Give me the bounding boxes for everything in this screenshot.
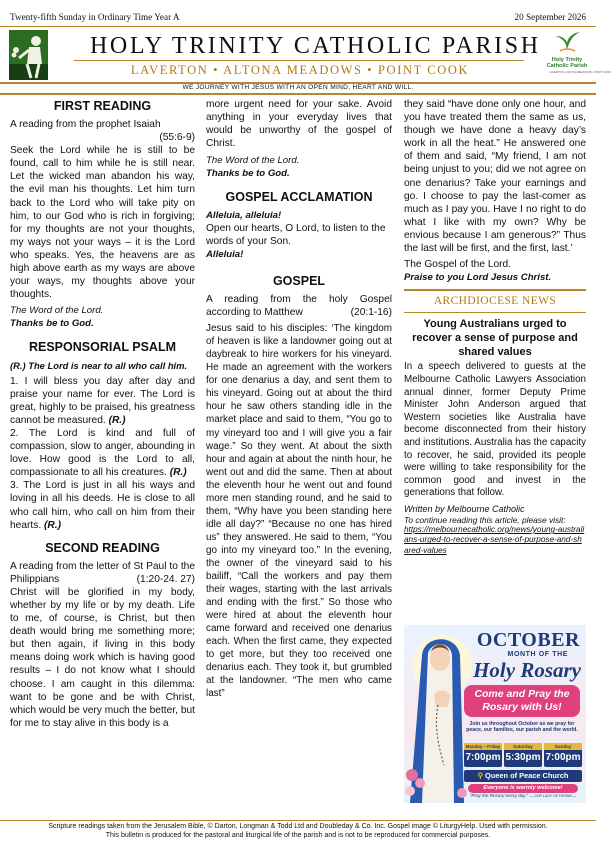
first-reading-heading: FIRST READING (53, 99, 152, 113)
poster-banner-line-2: Rosary with Us! (482, 701, 562, 713)
psalm-response: (R.) The Lord is near to all who call him. (10, 359, 188, 371)
location-pin-icon: ⚲ (477, 771, 483, 780)
poster-time-weekday: Monday – Friday 7:00pm (464, 743, 502, 767)
footer-rule (0, 820, 596, 821)
poster-sub: MONTH OF THE (507, 651, 568, 658)
title-rule (74, 60, 524, 61)
tree-logo-icon (552, 30, 582, 52)
gospel-text-1: Jesus said to his disciples: ‘The kingdom of heaven is like a landowner going out at daybreak to hire workers for his vineyard. He made an agreement with the workers for one denarius a day, and sent them to his vineyard. Going out at about the third hour he saw others standing idle in the market place and said to them, “You go to my vineyard too and I will give you a fair wage.” So they went. At about the sixth hour and again at about the ninth hour, he went out and did the same. Then at about the eleventh hour he went out and found more men standing round, and he said to them, “Why have you been standing here idle all day?” “Because no one has hired us” they answered. He said to them, “You go into my vineyard too.” In the evening, the owner of the vineyard said to his bailiff, “Call the workers and pay them their wages, starting with the last arrivals and ending with the first.” So those who were hired at about the eleventh hour came forward and received one denarius each. When the first came, they expected to get more, but they too received one denarius each. They took it, but grumbled at the landowner. “The men who came last” (206, 323, 392, 700)
gospel-response: Praise to you Lord Jesus Christ. (404, 272, 552, 284)
news-cta: To continue reading this article, please visit: (404, 514, 566, 525)
second-reading-heading: SECOND READING (45, 540, 160, 555)
first-reading-intro: A reading from the prophet Isaiah (10, 119, 161, 130)
tagline: WE JOURNEY WITH JESUS WITH AN OPEN MIND, HEART AND WILL. (182, 84, 414, 91)
poster-invite: Join us throughout October as we pray for peace, our families, our parish and the world. (466, 721, 578, 734)
second-reading-ref: (1:20-24. 27) (136, 573, 195, 585)
column-2 (206, 98, 392, 700)
gospel-text-2: they said “have done only one hour, and you have treated them the same as us, though we have done a heavy day’s work in all the heat.” He answered one of them and said, “My friend, I am not being unjust to you; did we not agree on one denarius? Take your earnings and go. I choose to pay the last-comer as much as I pay you. Have I no right to do what I like with my own? Why be envious because I am generous?” Thus the last will be first, and the first, last.’ (404, 99, 586, 255)
news-rule-top (404, 289, 586, 291)
footer-line-2: This bulletin is produced for the pastoral and liturgical life of the parish and is not to be reproduced for commercial purposes. (105, 832, 491, 839)
news-rule-bottom (404, 312, 586, 314)
top-rule (0, 26, 596, 27)
acclamation-text: Open our hearts, O Lord, to listen to the words of your Son. (206, 222, 386, 247)
acclamation-alleluia-2: Alleluia! (206, 248, 244, 260)
psalm-verse-3: 3. The Lord is just in all his ways and loving in all his deeds. He is close to all who call him, who call on him from their hearts. (R.) (10, 480, 195, 531)
tagline-rule-bottom (0, 93, 596, 95)
acclamation-alleluia: Alleluia, alleluia! (206, 209, 282, 221)
gospel-intro: A reading from the holy Gospel according to Matthew (20:1-16) (206, 293, 392, 319)
bulletin-date: 20 September 2026 (514, 12, 586, 22)
poster-welcome: Everyone is warmly welcome! (468, 784, 578, 793)
news-section-heading: ARCHDIOCESE NEWS (433, 294, 557, 307)
gospel-ref: (20:1-16) (350, 307, 392, 319)
second-reading-intro: A reading from the letter of St Paul to the Philippians (1:20-24. 27) (10, 560, 195, 585)
poster-church: ⚲ Queen of Peace Church (464, 770, 582, 782)
first-reading-ref: (55:6-9) (159, 132, 195, 144)
poster-quote: "Pray the Rosary every day." — OUR LADY OF FATIMA — (469, 793, 577, 798)
psalm-heading: RESPONSORIAL PSALM (28, 339, 176, 354)
acclamation-heading: GOSPEL ACCLAMATION (225, 189, 373, 204)
news-body: In a speech delivered to guests at the Melbourne Catholic Lawyers Association annual dinner, former Deputy Prime Minister John Anderson argued that Western societies like Australia have become disconnected from their history and institutions. Australia has the capacity to recover, he said, provided its people were willing to take responsibility for the common good and invest in the generations that follow. (404, 361, 586, 499)
logo-text: Holy Trinity Catholic Parish (546, 57, 588, 70)
footer (0, 822, 596, 840)
news-byline: Written by Melbourne Catholic (404, 503, 525, 514)
column-1 (10, 98, 195, 730)
second-reading-close: The Word of the Lord. (206, 155, 300, 167)
parish-logo (545, 30, 611, 82)
poster-banner-line-1: Come and Pray the (474, 688, 570, 700)
second-reading-text-2: more urgent need for your sake. Avoid anything in your everyday lives that would be unworthy of the gospel of Christ. (206, 99, 392, 150)
news-link-anchor[interactable]: https://melbournecatholic.org/news/young-australians-urged-to-recover-a-sense-of-purpose-and-shared-values (404, 525, 585, 555)
gospel-heading: GOSPEL (272, 273, 326, 288)
psalm-verse-1: 1. I will bless you day after day and praise your name for ever. The Lord is great, highly to be praised, his greatness cannot be measured. (R.) (10, 375, 195, 426)
poster-banner (464, 685, 580, 717)
first-reading-close: The Word of the Lord. (10, 305, 104, 317)
second-reading-response: Thanks be to God. (206, 168, 290, 180)
gospel-image (9, 30, 48, 80)
rosary-poster (404, 625, 586, 803)
footer-line-1: Scripture readings taken from the Jerusalem Bible, © Darton, Longman & Todd Ltd and Doubleday & Co. Inc. Gospel image © LiturgyHelp. Used with permission. (48, 823, 548, 830)
vineyard-worker-icon (9, 30, 48, 80)
parish-name: HOLY TRINITY CATHOLIC PARISH (90, 33, 541, 59)
poster-time-saturday: Saturday 5:30pm (504, 743, 542, 767)
parish-places: LAVERTON • ALTONA MEADOWS • POINT COOK (130, 63, 470, 77)
column-3 (404, 98, 586, 556)
first-reading-response: Thanks be to God. (10, 318, 94, 330)
liturgical-day: Twenty-fifth Sunday in Ordinary Time Year A (10, 12, 180, 22)
poster-title: Holy Rosary (473, 658, 581, 682)
gospel-close: The Gospel of the Lord. (404, 259, 512, 271)
news-title: Young Australians urged to recover a sense of purpose and shared values (412, 318, 578, 359)
poster-times (464, 743, 582, 767)
poster-month: OCTOBER (476, 629, 580, 651)
second-reading-text-1: Christ will be glorified in my body, whether by my life or by my death. Life to me, of course, is Christ, but then death would bring me something more; but then again, if living in this body means doing work which is having good results – I do not know what I should choose. I am caught in this dilemma: want to be gone and be with Christ, which would be very much the better, but for me to stay alive in this body is a (10, 586, 195, 729)
poster-time-sunday: Sunday 7:00pm (544, 743, 582, 767)
first-reading-text: Seek the Lord while he is still to be found, call to him while he is still near. Let the wicked man abandon his way, the evil man his thoughts. Let him turn back to the Lord who will take pity on him, to our God who is rich in forgiving; for my thoughts are not your thoughts, my ways not your ways – it is the Lord who speaks. Yes, the heavens are as high above earth as my ways are above your ways, my thoughts above your thoughts. (10, 145, 195, 301)
news-link[interactable] (404, 525, 586, 556)
logo-sub: LAVERTON • ALTONA MEADOWS • POINT COOK (549, 70, 611, 74)
psalm-verse-2: 2. The Lord is kind and full of compassion, slow to anger, abounding in love. How good is the Lord to all, compassionate to all his creatures. (R.) (10, 427, 195, 479)
